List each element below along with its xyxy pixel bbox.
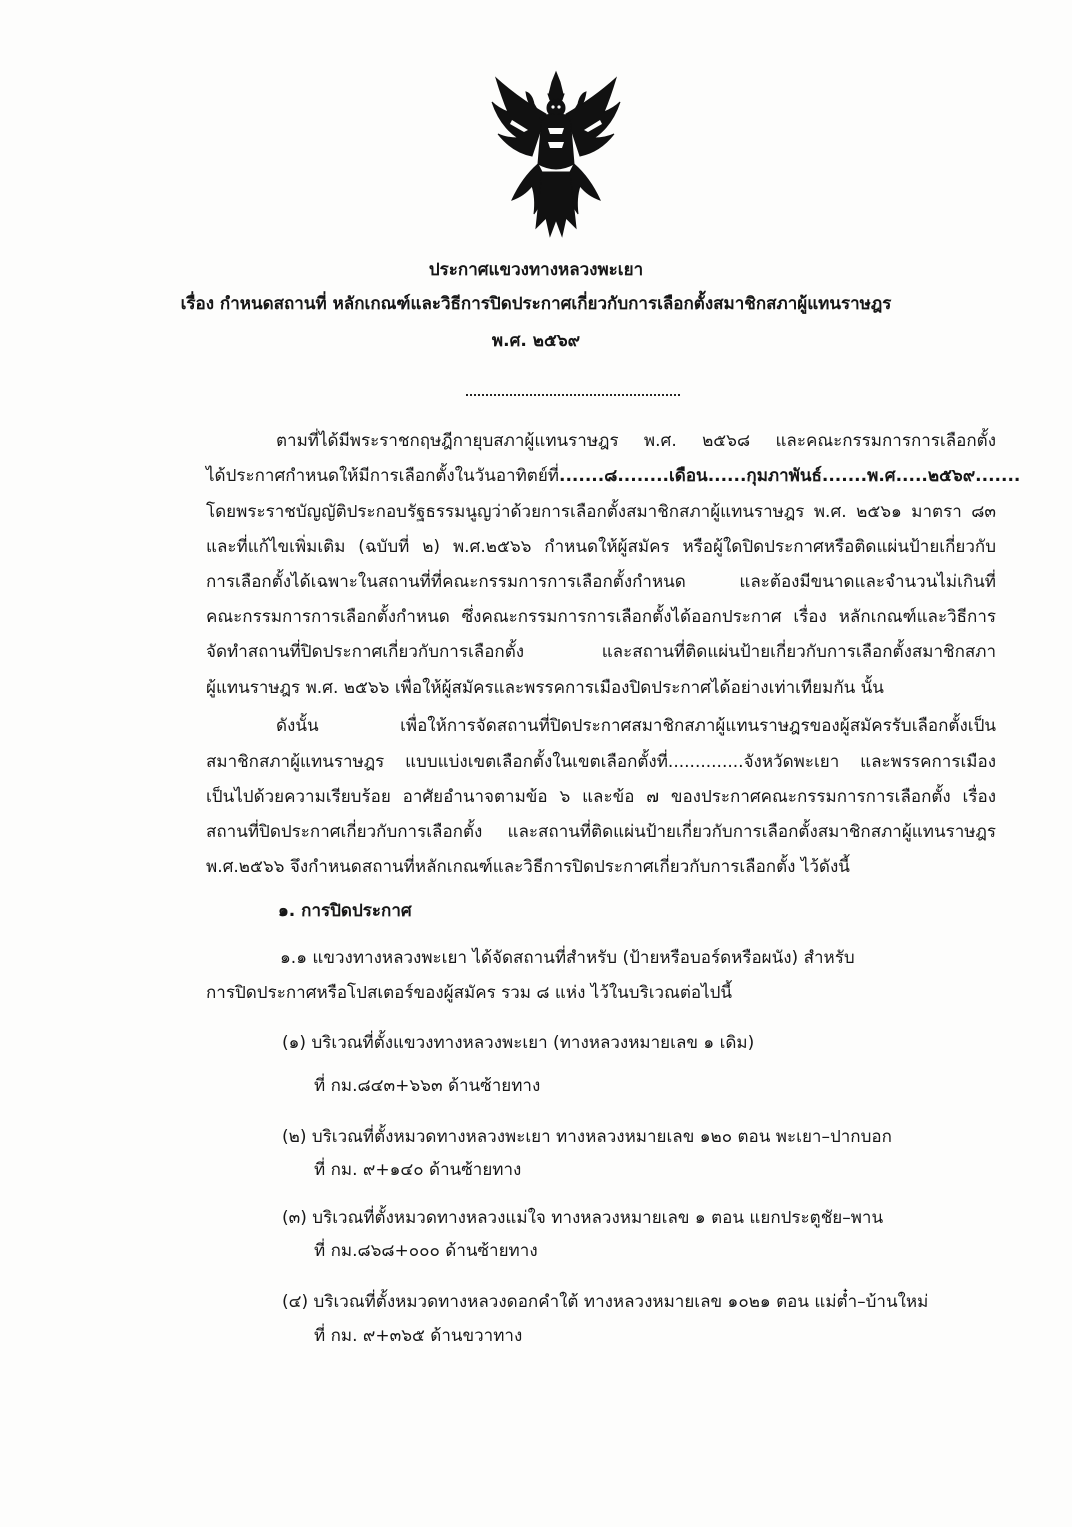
location-item-2: (๒) บริเวณที่ตั้งหมวดทางหลวงพะเยา ทางหลวงหมายเลข ๑๒๐ ตอน พะเยา–ปากบอก bbox=[282, 1127, 892, 1147]
para1-line-2 bbox=[206, 466, 1021, 486]
para1-line-1: ตามที่ได้มีพระราชกฤษฎีกายุบสภาผู้แทนราษฎร พ.ศ. ๒๕๖๘ และคณะกรรมการการเลือกตั้ง bbox=[276, 431, 996, 451]
para2-line-4: สถานที่ปิดประกาศเกี่ยวกับการเลือกตั้ง และสถานที่ติดแผ่นป้ายเกี่ยวกับการเลือกตั้งสมาชิกสภาผู้แทนราษฎร bbox=[206, 822, 996, 842]
garuda-emblem-icon bbox=[488, 68, 624, 240]
section1-sub-line-2: การปิดประกาศหรือโปสเตอร์ของผู้สมัคร รวม ๘ แห่ง ไว้ในบริเวณต่อไปนี้ bbox=[206, 983, 733, 1003]
para2-line-3: เป็นไปด้วยความเรียบร้อย อาศัยอำนาจตามข้อ ๖ และข้อ ๗ ของประกาศคณะกรรมการการเลือกตั้ง เรื่อง bbox=[206, 787, 996, 807]
para1-line-4: และที่แก้ไขเพิ่มเติม (ฉบับที่ ๒) พ.ศ.๒๕๖๖ กำหนดให้ผู้สมัคร หรือผู้ใดปิดประกาศหรือติดแผ่นป้ายเกี่ยวกับ bbox=[206, 537, 996, 557]
para1-line-5: การเลือกตั้งได้เฉพาะในสถานที่ที่คณะกรรมการการเลือกตั้งกำหนด และต้องมีขนาดและจำนวนไม่เกินที่ bbox=[206, 572, 996, 592]
election-year-label: พ.ศ. bbox=[867, 466, 903, 486]
announcement-subject: เรื่อง กำหนดสถานที่ หลักเกณฑ์และวิธีการปิดประกาศเกี่ยวกับการเลือกตั้งสมาชิกสภาผู้แทนราษฎร bbox=[180, 294, 892, 314]
para1-election-date-lead: ได้ประกาศกำหนดให้มีการเลือกตั้งในวันอาทิตย์ที่ bbox=[206, 466, 559, 486]
para1-line-3: โดยพระราชบัญญัติประกอบรัฐธรรมนูญว่าด้วยการเลือกตั้งสมาชิกสภาผู้แทนราษฎร พ.ศ. ๒๕๖๑ มาตรา ๘๓ bbox=[206, 502, 996, 522]
election-month-value: ......กุมภาพันธ์....... bbox=[707, 466, 868, 486]
location-item-3: (๓) บริเวณที่ตั้งหมวดทางหลวงแม่ใจ ทางหลวงหมายเลข ๑ ตอน แยกประตูชัย–พาน bbox=[282, 1208, 884, 1228]
para2-line-5: พ.ศ.๒๕๖๖ จึงกำหนดสถานที่หลักเกณฑ์และวิธีการปิดประกาศเกี่ยวกับการเลือกตั้ง ไว้ดังนี้ bbox=[206, 857, 850, 877]
election-month-label: เดือน bbox=[669, 466, 708, 486]
para2-line-2: สมาชิกสภาผู้แทนราษฎร แบบแบ่งเขตเลือกตั้งในเขตเลือกตั้งที่..............จังหวัดพะเยา และพรรคการเมือง bbox=[206, 752, 996, 772]
location-item-1: (๑) บริเวณที่ตั้งแขวงทางหลวงพะเยา (ทางหลวงหมายเลข ๑ เดิม) bbox=[282, 1033, 755, 1053]
section1-sub-line-1: ๑.๑ แขวงทางหลวงพะเยา ได้จัดสถานที่สำหรับ (ป้ายหรือบอร์ดหรือผนัง) สำหรับ bbox=[280, 948, 855, 968]
title-separator bbox=[466, 394, 680, 396]
para1-line-6: คณะกรรมการการเลือกตั้งกำหนด ซึ่งคณะกรรมการการเลือกตั้งได้ออกประกาศ เรื่อง หลักเกณฑ์และวิธีการ bbox=[206, 607, 996, 627]
para2-line-1: ดังนั้น เพื่อให้การจัดสถานที่ปิดประกาศสมาชิกสภาผู้แทนราษฎรของผู้สมัครรับเลือกตั้งเป็น bbox=[276, 716, 996, 736]
location-item-4-km: ที่ กม. ๙+๓๖๕ ด้านขวาทาง bbox=[314, 1326, 523, 1346]
section1-heading: ๑. การปิดประกาศ bbox=[278, 901, 412, 921]
location-item-1-km: ที่ กม.๘๔๓+๖๖๓ ด้านซ้ายทาง bbox=[314, 1076, 541, 1096]
location-item-4: (๔) บริเวณที่ตั้งหมวดทางหลวงดอกคำใต้ ทางหลวงหมายเลข ๑๐๒๑ ตอน แม่ต๋ำ–บ้านใหม่ bbox=[282, 1292, 929, 1312]
election-year-value: ....๒๕๖๙....... bbox=[902, 466, 1021, 486]
para1-line-8: ผู้แทนราษฎร พ.ศ. ๒๕๖๖ เพื่อให้ผู้สมัครและพรรคการเมืองปิดประกาศได้อย่างเท่าเทียมกัน นั้น bbox=[206, 678, 884, 698]
election-day-value: .......๘........ bbox=[559, 466, 669, 486]
announcement-year: พ.ศ. ๒๕๖๙ bbox=[491, 331, 581, 351]
location-item-3-km: ที่ กม.๘๖๘+๐๐๐ ด้านซ้ายทาง bbox=[314, 1241, 538, 1261]
para1-line-7: จัดทำสถานที่ปิดประกาศเกี่ยวกับการเลือกตั้ง และสถานที่ติดแผ่นป้ายเกี่ยวกับการเลือกตั้งสมาชิกสภา bbox=[206, 642, 996, 662]
announcement-title: ประกาศแขวงทางหลวงพะเยา bbox=[428, 260, 644, 280]
location-item-2-km: ที่ กม. ๙+๑๔๐ ด้านซ้ายทาง bbox=[314, 1160, 522, 1180]
